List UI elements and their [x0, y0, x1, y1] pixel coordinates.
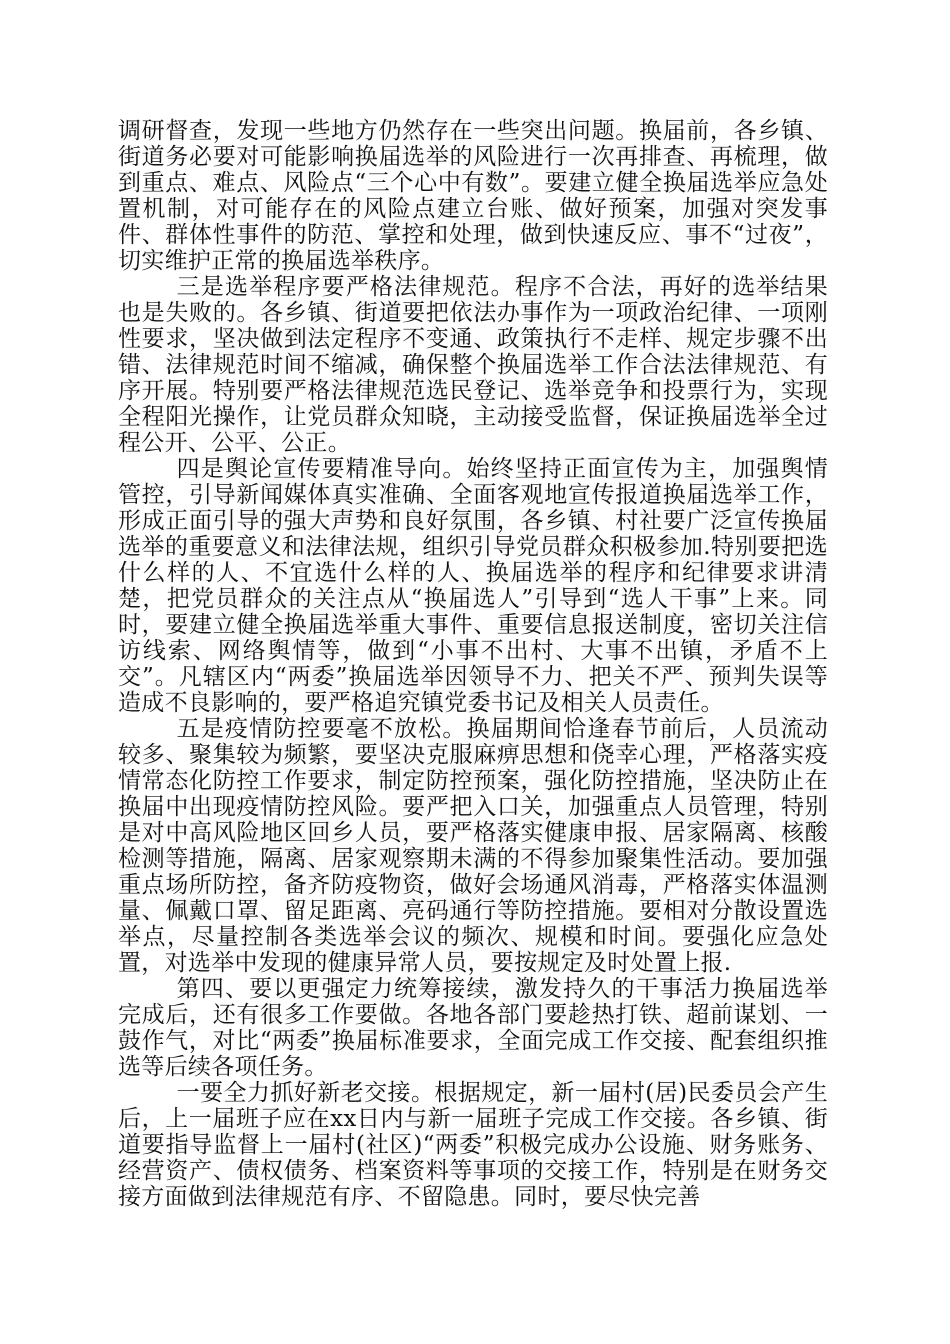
paragraph-epidemic-control: 五是疫情防控要毫不放松。换届期间恰逢春节前后，人员流动较多、聚集较为频繁，要坚决克服麻痹思想和侥幸心理，严格落实疫情常态化防控工作要求，制定防控预案，强化防控措施，坚决防止在换届中出现疫情防控风险。要严把入口关，加强重点人员管理，特别是对中高风险地区回乡人员，要严格落实健康申报、居家隔离、核酸检测等措施，隔离、居家观察期未满的不得参加聚集性活动。要加强重点场所防控，备齐防疫物资，做好会场通风消毒，严格落实体温测量、佩戴口罩、留足距离、亮码通行等防控措施。要相对分散设置选举点，尽量控制各类选举会议的频次、规模和时间。要强化应急处置，对选举中发现的健康异常人员，要按规定及时处置上报. [118, 716, 828, 976]
paragraph-section-four: 第四、要以更强定力统筹接续，激发持久的干事活力换届选举完成后，还有很多工作要做。各地各部门要趁热打铁、超前谋划、一鼓作气，对比“两委”换届标准要求，全面完成工作交接、配套组织推选等后续各项任务。 [118, 976, 828, 1080]
paragraph-continuation: 调研督查，发现一些地方仍然存在一些突出问题。换届前，各乡镇、街道务必要对可能影响换届选举的风险进行一次再排查、再梳理，做到重点、难点、风险点“三个心中有数”。要建立健全换届选举应急处置机制，对可能存在的风险点建立台账、做好预案，加强对突发事件、群体性事件的防范、掌控和处理，做到快速反应、事不“过夜”，切实维护正常的换届选举秩序。 [118, 118, 828, 274]
paragraph-handover: 一要全力抓好新老交接。根据规定，新一届村(居)民委员会产生后，上一届班子应在xx日内与新一届班子完成工作交接。各乡镇、街道要指导监督上一届村(社区)“两委”积极完成办公设施、财务账务、经营资产、债权债务、档案资料等事项的交接工作，特别是在财务交接方面做到法律规范有序、不留隐患。同时，要尽快完善 [118, 1080, 828, 1210]
paragraph-election-procedure: 三是选举程序要严格法律规范。程序不合法，再好的选举结果也是失败的。各乡镇、街道要把依法办事作为一项政治纪律、一项刚性要求，坚决做到法定程序不变通、政策执行不走样、规定步骤不出错、法律规范时间不缩减，确保整个换届选举工作合法法律规范、有序开展。特别要严格法律规范选民登记、选举竞争和投票行为，实现全程阳光操作，让党员群众知晓，主动接受监督，保证换届选举全过程公开、公平、公正。 [118, 274, 828, 456]
document-page [118, 118, 828, 1210]
paragraph-public-opinion: 四是舆论宣传要精准导向。始终坚持正面宣传为主，加强舆情管控，引导新闻媒体真实准确、全面客观地宣传报道换届选举工作，形成正面引导的强大声势和良好氛围，各乡镇、村社要广泛宣传换届选举的重要意义和法律法规，组织引导党员群众积极参加.特别要把选什么样的人、不宜选什么样的人、换届选举的程序和纪律要求讲清楚，把党员群众的关注点从“换届选人”引导到“选人干事”上来。同时，要建立健全换届选举重大事件、重要信息报送制度，密切关注信访线索、网络舆情等，做到“小事不出村、大事不出镇，矛盾不上交”。凡辖区内“两委”换届选举因领导不力、把关不严、预判失误等造成不良影响的，要严格追究镇党委书记及相关人员责任。 [118, 456, 828, 716]
